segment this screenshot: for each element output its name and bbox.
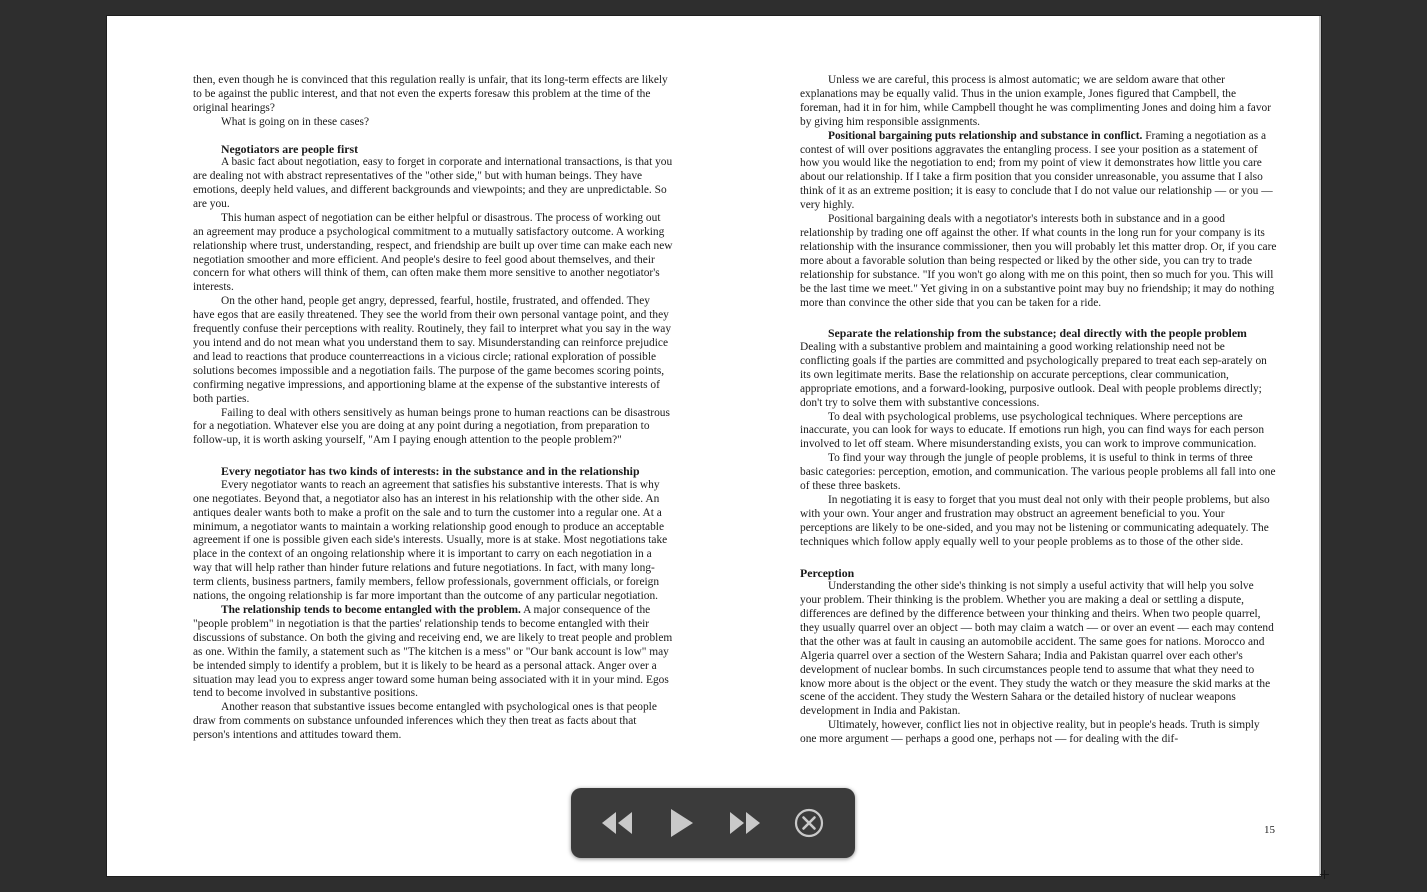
rewind-icon <box>594 808 640 838</box>
paragraph-with-runin <box>193 604 673 701</box>
paragraph: Ultimately, however, conflict lies not in objective reality, but in people's heads. Truth is simply one more argument — perhaps a good one, perhaps not — for dealing with the dif- <box>800 719 1260 746</box>
section-heading: Perception <box>800 565 855 580</box>
scanned-page-spread <box>107 16 1321 876</box>
paragraph: Dealing with a substantive problem and maintaining a good working relationship need not be conflicting goals if the parties are committed and psychologically prepared to treat each sep-arately on its own legitimate merits. Base the relationship on accurate perceptions, clear communication, appropriate emotions, and a forward-looking, purposive outlook. Deal with people problems directly; don't try to solve them with substantive concessions. <box>800 341 1267 409</box>
paragraph: Another reason that substantive issues become entangled with psychological ones is that people draw from comments on substance unfounded inferences which they then treat as facts about that person's intentions and attitudes toward them. <box>193 701 657 742</box>
close-button[interactable] <box>784 800 834 846</box>
runin-heading: Positional bargaining puts relationship and substance in conflict. <box>828 129 1143 142</box>
paragraph: then, even though he is convinced that this regulation really is unfair, that its long-term effects are likely to be against the public interest, and that not even the experts foresaw this problem at the time of the original hearings? <box>193 74 668 114</box>
rewind-button[interactable] <box>592 800 642 846</box>
fast-forward-icon <box>722 808 768 838</box>
media-control-bar[interactable] <box>571 788 855 858</box>
runin-heading: The relationship tends to become entangled with the problem. <box>221 604 521 616</box>
play-icon <box>664 806 698 840</box>
spacer <box>193 130 673 142</box>
mouse-cursor <box>1320 870 1329 879</box>
section-heading: Every negotiator has two kinds of interests: in the substance and in the relationship <box>221 464 640 479</box>
right-page-column <box>800 74 1277 747</box>
spacer <box>800 310 1277 326</box>
page-number-right: 15 <box>1264 824 1275 836</box>
paragraph: What is going on in these cases? <box>221 115 370 128</box>
paragraph: To find your way through the jungle of people problems, it is useful to think in terms of three basic categories: perception, emotion, and communication. The various people problems all fall into one of these three baskets. <box>800 452 1276 493</box>
paragraph: Understanding the other side's thinking is not simply a useful activity that will help you solve your problem. Their thinking is the problem. Whether you are making a deal or settling a dispute, differences are defined by the difference between your thinking and theirs. When two people quarrel, they usually quarrel over an object — both may claim a watch — or over an event — each may contend that the other was at fault in causing an automobile accident. The same goes for nations. Morocco and Algeria quarrel over a section of the Western Sahara; India and Pakistan quarrel over each other's development of nuclear bombs. In such circumstances people tend to assume that what they need to know more about is the object or the event. They study the watch or they measure the skid marks at the scene of the accident. They study the Western Sahara or the detailed history of nuclear weapons development in India and Pakistan. <box>800 580 1274 718</box>
section-heading: Negotiators are people first <box>221 141 359 156</box>
paragraph: Positional bargaining deals with a negotiator's interests both in substance and in a good relationship by trading one off against the other. If what counts in the long run for your company is its relationship with the insurance commissioner, then you will probably let this matter drop. Or, if you care more about a favorable solution than being respected or liked by the other side, you can try to trade relationship for substance. "If you won't go along with me on this point, then so much for you. This will be the last time we meet." Yet giving in on a substantive point may buy no friendship; it may do nothing more than convince the other side that you can be taken for a ride. <box>800 213 1277 309</box>
paragraph: This human aspect of negotiation can be either helpful or disastrous. The process of working out an agreement may produce a psychological commitment to a mutually satisfactory outcome. A working relationship where trust, understanding, respect, and friendship are built up over time can make each new negotiation smoother and more efficient. And people's desire to feel good about themselves, and their concern for what others will think of them, can often make them more sensitive to another negotiator's interests. <box>193 211 673 294</box>
section-heading: Separate the relationship from the substance; deal directly with the people problem <box>828 326 1247 341</box>
paragraph: To deal with psychological problems, use psychological techniques. Where perceptions are inaccurate, you can look for ways to educate. If emotions run high, you can find ways for each person involved to let off steam. Where misunderstanding exists, you can work to improve communication. <box>800 410 1265 451</box>
spacer <box>800 550 1277 566</box>
spread-columns <box>107 16 1321 876</box>
paragraph: In negotiating it is easy to forget that you must deal not only with their people problems, but also with your own. Your anger and frustration may obstruct an agreement beneficial to you. Your perceptions are likely to be one-sided, and you may not be listening or communicating adequately. The techniques which follow apply equally well to your people problems as to those of the other side. <box>800 493 1270 548</box>
paragraph-text: A major consequence of the "people problem" in negotiation is that the parties' relationship tends to become entangled with their discussions of substance. On both the giving and receiving end, we are likely to treat people and problem as one. Within the family, a statement such as "The kitchen is a mess" or "Our bank account is low" may be intended simply to identify a problem, but it is likely to be heard as a personal attack. Anger over a situation may lead you to express anger toward some human being associated with it in your mind. Egos tend to become involved in substantive positions. <box>193 604 673 700</box>
left-page-column <box>193 74 673 743</box>
fast-forward-button[interactable] <box>720 800 770 846</box>
paragraph: A basic fact about negotiation, easy to forget in corporate and international transactions, is that you are dealing not with abstract representatives of the "other side," but with human beings. They have emotions, deeply held values, and different backgrounds and viewpoints; and they are unpredictable. So are you. <box>193 156 673 210</box>
paragraph-text: Framing a negotiation as a contest of will over positions aggravates the entangling process. I see your position as a statement of how you would like the negotiation to end; from my point of view it demonstrates how little you care about our relationship. If I take a firm position that you consider unreasonable, you assume that I also think of it as an extreme position; it is easy to conclude that I do not value our relationship — or you — very highly. <box>800 129 1273 212</box>
close-circle-icon <box>793 807 825 839</box>
paragraph: On the other hand, people get angry, depressed, fearful, hostile, frustrated, and offended. They have egos that are easily threatened. They see the world from their own personal vantage point, and they frequently confuse their perceptions with reality. Routinely, they fail to interpret what you say in the way you intend and do not mean what you understand them to say. Misunderstanding can reinforce prejudice and lead to reactions that produce counterreactions in a vicious circle; rational exploration of possible solutions becomes impossible and a negotiation fails. The purpose of the game becomes scoring points, confirming negative impressions, and apportioning blame at the expense of the substantive interests of both parties. <box>193 295 672 405</box>
paragraph: Unless we are careful, this process is almost automatic; we are seldom aware that other explanations may be equally valid. Thus in the union example, Jones figured that Campbell, the foreman, had it in for him, while Campbell thought he was complimenting Jones and doing him a favor by giving him responsible assignments. <box>800 74 1272 128</box>
paragraph-with-runin <box>800 130 1277 213</box>
spacer <box>193 448 673 464</box>
paragraph: Failing to deal with others sensitively as human beings prone to human reactions can be disastrous for a negotiation. Whatever else you are doing at any point during a negotiation, from preparation to follow-up, it is worth asking yourself, "Am I paying enough attention to the people problem?" <box>193 406 670 447</box>
paragraph: Every negotiator wants to reach an agreement that satisfies his substantive interests. That is why one negotiates. Beyond that, a negotiator also has an interest in his relationship with the other side. An antiques dealer wants both to make a profit on the sale and to turn the customer into a regular one. At a minimum, a negotiator wants to maintain a working relationship good enough to produce an acceptable agreement if one is possible given each side's interests. Usually, more is at stake. Most negotiations take place in the context of an ongoing relationship where it is important to carry on each negotiation in a way that will help rather than hinder future relations and future negotiations. In fact, with many long-term clients, business partners, family members, fellow professionals, government officials, or foreign nations, the ongoing relationship is far more important than the outcome of any particular negotiation. <box>193 478 668 603</box>
play-button[interactable] <box>656 800 706 846</box>
